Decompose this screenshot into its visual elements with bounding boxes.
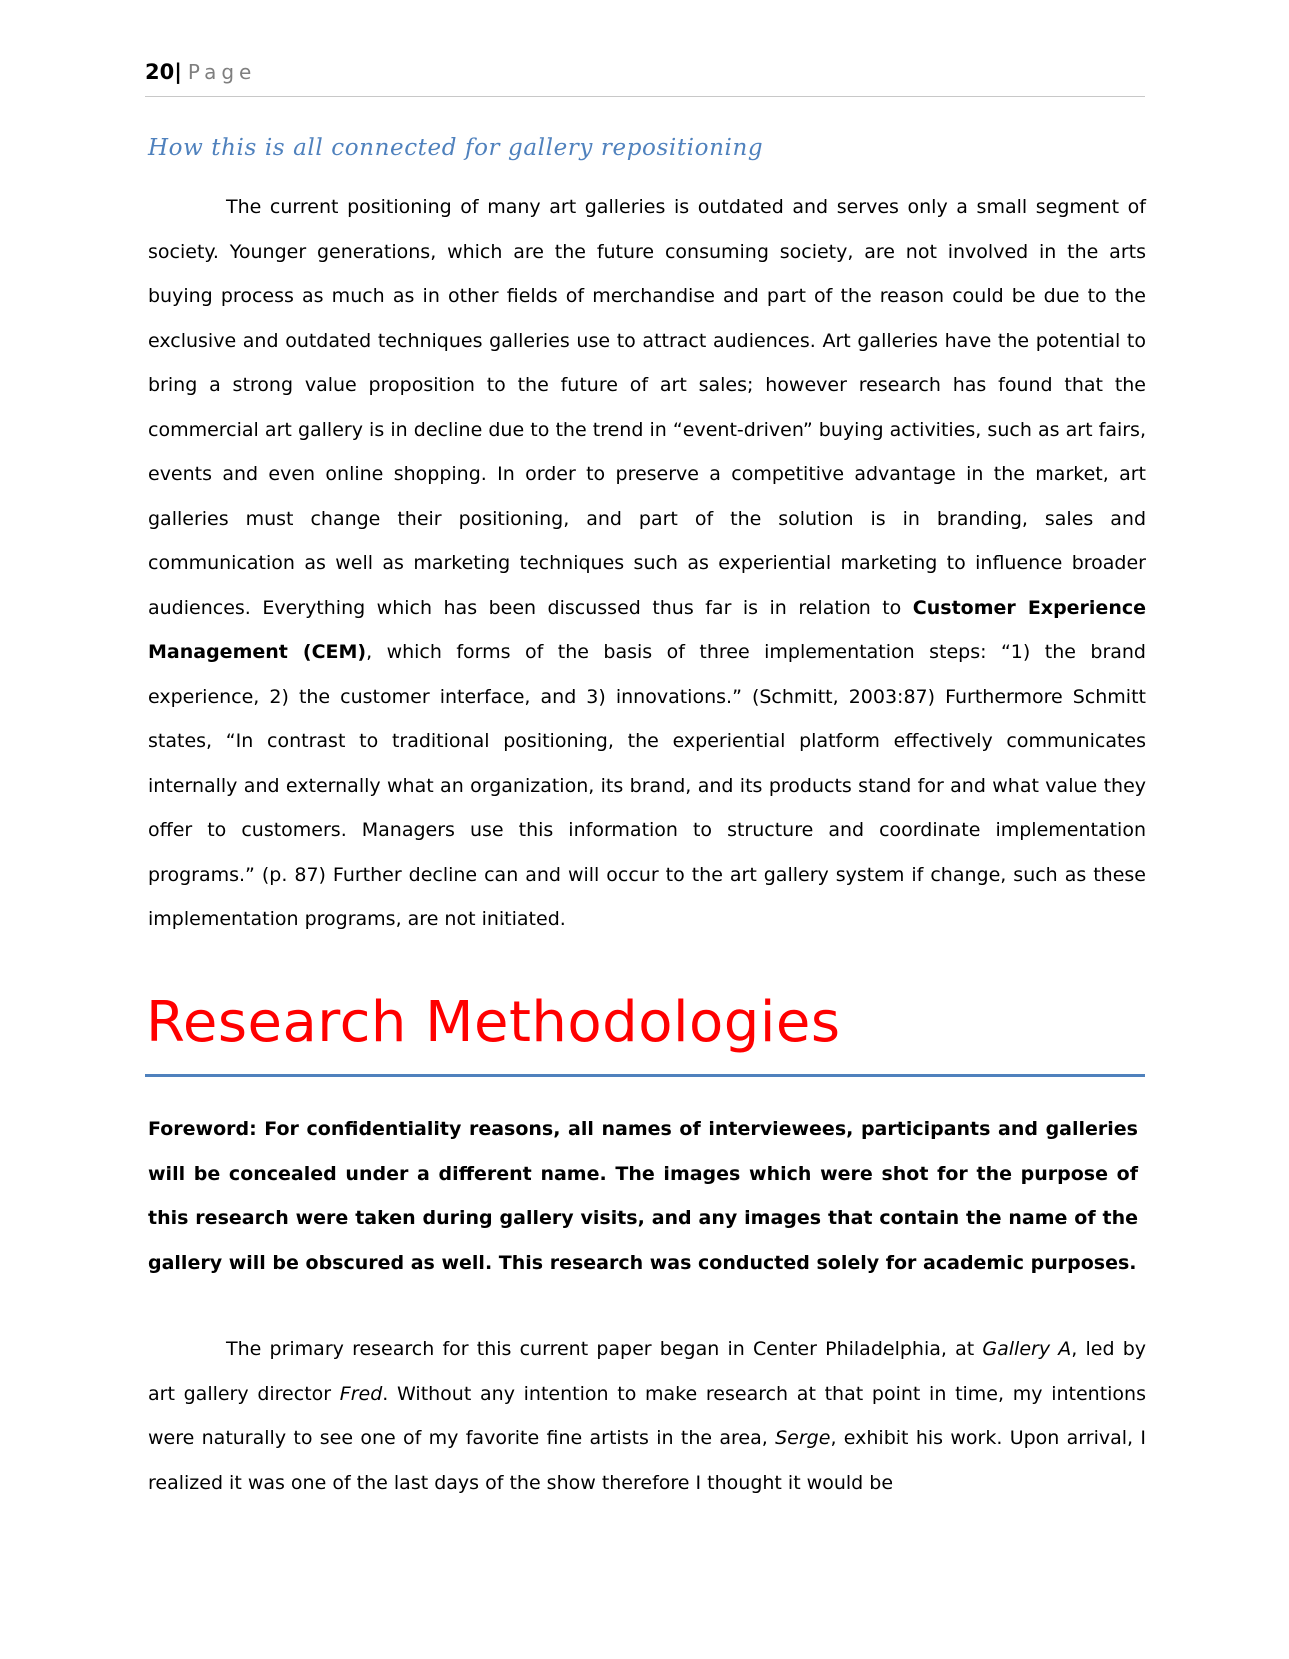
director-name: Fred: [339, 1382, 383, 1405]
gallery-name: Gallery A: [982, 1338, 1072, 1360]
page-separator: |: [174, 60, 182, 84]
paragraph-text: , exhibit his work. Upon arrival, I realized it was one of the last days of the show therefore I thought it would be: [148, 1427, 1146, 1494]
body-paragraph-cem: [148, 185, 1146, 942]
page-number: 20: [145, 60, 175, 84]
body-paragraph-research: [148, 1327, 1146, 1505]
bold-term-cem: Customer Experience Management (CEM): [148, 596, 1146, 663]
page-header: [145, 60, 1145, 97]
heading-divider: [145, 1074, 1145, 1077]
paragraph-text: , which forms of the basis of three implementation steps: “1) the brand experience, 2) the customer interface, and 3) innovations.” (Schmitt, 2003:87) Furthermore Schmitt states, “In contrast to traditional positioning, the experiential platform effectively communicates internally and externally what an organization, its brand, and its products stand for and what value they offer to customers. Managers use this information to structure and coordinate implementation programs.” (p. 87) Further decline can and will occur to the art gallery system if change, such as these implementation programs, are not initiated.: [148, 641, 1146, 930]
foreword-paragraph: Foreword: For confidentiality reasons, all names of interviewees, participants and galleries will be concealed under a different name. The images which were shot for the purpose of this research were taken during gallery visits, and any images that contain the name of the gallery will be obscured as well. This research was conducted solely for academic purposes.: [148, 1118, 1138, 1274]
paragraph-text: The current positioning of many art galleries is outdated and serves only a small segment of society. Younger generations, which are the future consuming society, are not involved in the arts buying process as much as in other fields of merchandise and part of the reason could be due to the exclusive and outdated techniques galleries use to attract audiences. Art galleries have the potential to bring a strong value proposition to the future of art sales; however research has found that the commercial art gallery is in decline due to the trend in “event-driven” buying activities, such as art fairs, events and even online shopping. In order to preserve a competitive advantage in the market, art galleries must change their positioning, and part of the solution is in branding, sales and communication as well as marketing techniques such as experiential marketing to influence broader audiences. Everything which has been discussed thus far is in relation to: [148, 196, 1146, 619]
paragraph-text: The primary research for this current paper began in Center Philadelphia, at: [226, 1338, 983, 1360]
chapter-heading: Research Methodologies: [146, 990, 841, 1055]
artist-name: Serge: [775, 1427, 831, 1449]
paragraph-text: . Without any intention to make research at that point in time, my intentions were naturally to see one of my favorite fine artists in the area,: [148, 1382, 1146, 1449]
section-subtitle: How this is all connected for gallery repositioning: [148, 135, 764, 161]
page-label: Page: [187, 60, 257, 84]
paragraph-text: , led by art gallery director: [148, 1338, 1146, 1405]
